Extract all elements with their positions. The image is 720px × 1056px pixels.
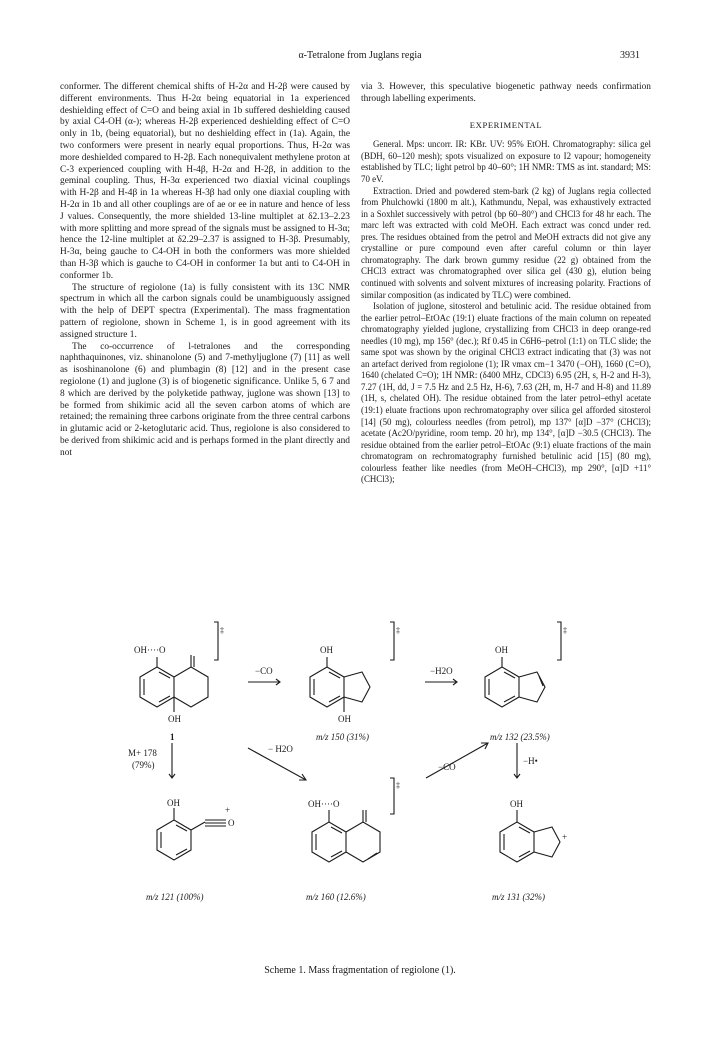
running-header [0,50,720,64]
c4-plus: + [225,805,231,815]
arrow-minus-co-1: −CO [255,666,273,676]
left-paragraph-1: conformer. The different chemical shifts of H-2α and H-2β were caused by different environments. Thus H-2α being equatorial in 1a experienced deshielding effect of C=O and being axial in 1b suffered deshielding caused by axial C4-OH (α-); whereas H-2β experienced deshielding effect of C=O only in 1b, (being equatorial), but no deshielding effect in (1a). Again, the two conformers were present in nearly equal proportions. Thus, H-2α was more deshielded compared to H-2β. Each nonequivalent methylene proton at C-3 experienced coupling with H-4β, H-2α and H-2β, in addition to the geminal coupling. Thus, H-3α experienced two diaxial vicinal couplings with H-2β and H-4β in 1a whereas H-3β had only one diaxial coupling with H-2α in 1b and all other couplings are of ae or ee in nature and hence of less J values. Consequently, the more shielded 13-line multiplet at δ2.13–2.23 with more splitting and more spread of the signals must be assigned to H-3α; hence the 12-line multiplet at δ2.29–2.37 is assigned to H-3β. Presumably, H-3α, being gauche to C4-OH in both the conformers was more shielded than H-3β which is gauche to C4-OH in conformer 1a but anti to C4-OH in conformer 1b. [60,82,350,281]
right-intro: via 3. However, this speculative biogenetic pathway needs confirmation through labelling experiments. [361,82,651,104]
compound-1-structure [140,622,218,712]
c4-oxygen: O [228,818,235,828]
c5-label: m/z 160 (12.6%) [306,892,366,902]
arrow-m-plus-178: M+ 178 [128,748,157,758]
arrow-minus-h2o-1: −H2O [430,666,453,676]
c2-oh-top: OH [320,645,333,655]
page-number: 3931 [620,50,640,61]
arrow-m-plus-percent: (79%) [132,760,155,770]
c6-label: m/z 131 (32%) [492,892,545,902]
arrow-minus-h2o-2: − H2O [268,744,293,754]
arrow-minus-co-2: −CO [438,762,456,772]
c3-oh-top: OH [495,645,508,655]
c6-oh: OH [510,799,523,809]
scheme-caption: Scheme 1. Mass fragmentation of regiolone (1). [264,965,456,976]
c1-dagger: ‡ [220,626,224,635]
c3-label: m/z 132 (23.5%) [490,732,550,742]
left-column [60,82,350,460]
c2-label: m/z 150 (31%) [316,732,369,742]
c5-dagger: ‡ [396,781,400,790]
c1-oh-o-label: OH····O [134,645,166,655]
section-title-experimental: EXPERIMENTAL [469,119,543,130]
c2-dagger: ‡ [396,626,400,635]
compound-4-structure [157,808,226,860]
running-title: α-Tetralone from Juglans regia [298,50,422,61]
arrow-minus-h-radical: −H• [523,756,538,766]
compound-5-structure [312,778,394,862]
experimental-extraction: Extraction. Dried and powdered stem-bark (2 kg) of Juglans regia collected from Phulchowki (1800 m alt.), Kathmundu, Nepal, was exhaustively extracted in a Soxhlet successively with petrol (bp 60–80°) and CHCl3 for 48 hr each. The marc left was extracted with cold MeOH. Each extract was concd under red. pres. The residues obtained from the petrol and MeOH extracts did not give any crystalline or pure compound even after careful column or thin layer chromatography. The dark brown gummy residue (22 g) obtained from the CHCl3 extract was chromatographed over silica gel (430 g), elution being continued with solvents and solvent mixtures of increasing polarity. Fractions of similar composition (as indicated by TLC) were combined. [361,185,651,300]
left-paragraph-2: The structure of regiolone (1a) is fully consistent with its 13C NMR spectrum in which all the carbon signals could be unambiguously assigned with the help of DEPT spectra (Experimental). The mass fragmentation pattern of regiolone, shown in Scheme 1, is in good agreement with its assigned structure 1. [60,282,350,340]
c3-dagger: ‡ [563,626,567,635]
c2-oh-bottom: OH [338,714,351,724]
left-paragraph-3: The co-occurrence of l-tetralones and the corresponding naphthaquinones, viz. shinanolone (5) and 7-methyljuglone (7) [11] as well as isoshinanolone (6) and plumbagin (8) [12] and in the present case regiolone (1) and juglone (3) is of biogenetic significance. Unlike 5, 6 7 and 8 which are derived by the polyketide pathway, juglone was shown [13] to be formed from shikimic acid all the seven carbon atoms of which are retained; the remaining three carbons originate from the three central carbons in glutamic acid or 2-ketoglutaric acid. Thus, regiolone is also considered to be derived from shikimic acid and is perhaps formed in the plant directly and not [60,341,350,458]
c4-oh: OH [167,798,180,808]
experimental-isolation: Isolation of juglone, sitosterol and betulinic acid. The residue obtained from the earlier petrol–EtOAc (19:1) eluate fractions of the main column on repeated chromatography yielded juglone, crystallizing from CHCl3 in deep orange-red needles (10 mg), mp 156° (dec.); Rf 0.45 in C6H6–petrol (1:1) on TLC slide; the same spot was shown by the original CHCl3 extract indicating that (3) was not an artefact derived from regiolone (1); IR νmax cm−1 3470 (−OH), 1660 (C=O), 1640 (chelated C=O); 1H NMR: (δ400 MHz, CDCl3) 6.95 (2H, s, H-2 and H-3), 7.27 (1H, dd, J = 7.5 Hz and 2.5 Hz, H-6), 7.63 (2H, m, H-7 and H-8) and 11.89 (1H, s, chelated OH). The residue obtained from the later petrol–ethyl acetate (19:1) eluate fractions upon rechromatography over silica gel afforded sitosterol [14] (50 mg), colourless needles (from petrol), mp 137° [α]D −37° (CHCl3); acetate (Ac2O/pyridine, room temp. 20 hr), mp 134°, [α]D −30.5 (CHCl3). The residue obtained from the earlier petrol–EtOAc (9:1) eluate fractions of the main chromatogram on rechromatography furnished betulinic acid [15] (80 mg), colourless feather like needles (from MeOH–CHCl3), mp 290°, [α]D +11° (CHCl3); [361,301,651,485]
right-column [361,82,651,486]
c5-oh-o-label: OH····O [308,799,340,809]
experimental-general: General. Mps: uncorr. IR: KBr. UV: 95% EtOH. Chromatography: silica gel (BDH, 60–120 mesh); spots visualized on exposure to I2 vapour; homogeneity established by TLC; light petrol bp 40–60°; 1H NMR: TMS as int. standard; MS: 70 eV. [361,139,651,185]
c1-oh-bottom: OH [168,714,181,724]
c4-label: m/z 121 (100%) [146,892,204,902]
compound-2-structure [310,622,394,712]
scheme-figure [80,600,640,1000]
compound-3-structure [485,622,561,707]
compound-6-structure [500,810,560,862]
c1-label: 1 [170,732,175,742]
c6-plus: + [562,832,568,842]
